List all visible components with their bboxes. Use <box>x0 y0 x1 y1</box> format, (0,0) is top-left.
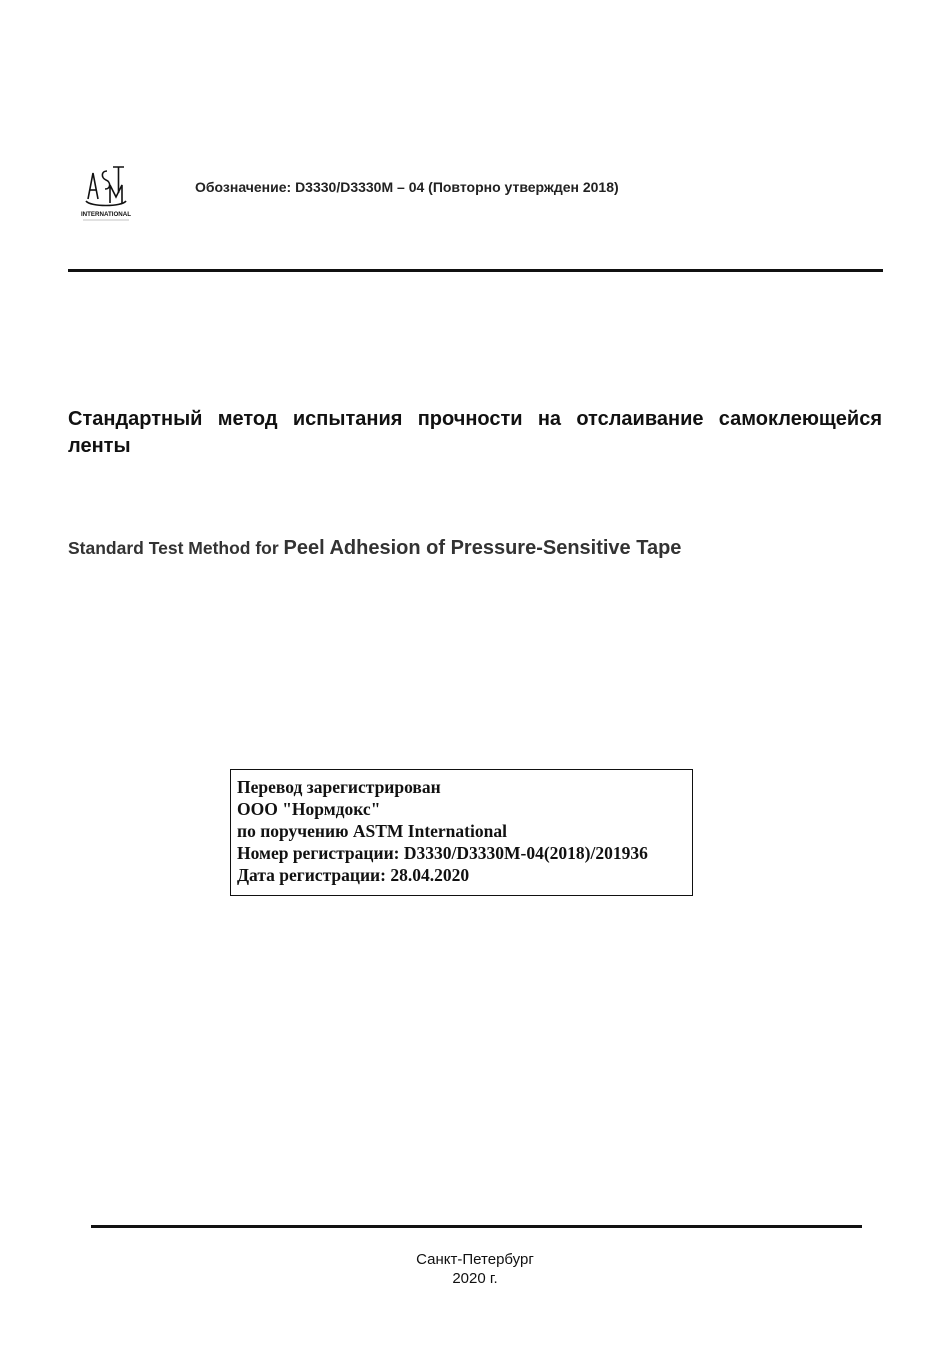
title-english-part1: Standard Test Method for <box>68 538 284 558</box>
astm-international-logo-icon <box>80 163 132 223</box>
astm-logo <box>80 163 132 223</box>
publication-year: 2020 г. <box>452 1270 498 1287</box>
registration-line-1: Перевод зарегистрирован <box>237 777 441 797</box>
registration-box <box>230 769 693 896</box>
registration-date: Дата регистрации: 28.04.2020 <box>237 865 470 885</box>
publication-city: Санкт-Петербург <box>416 1251 534 1268</box>
title-russian: Стандартный метод испытания прочности на отслаивание самоклеющейся ленты <box>68 408 882 457</box>
registration-line-2: ООО "Нормдокс" <box>237 799 381 819</box>
footer-divider <box>91 1225 862 1228</box>
logo-text: INTERNATIONAL <box>80 211 132 218</box>
title-english-part2: Peel Adhesion of Pressure-Sensitive Tape <box>283 537 682 559</box>
header-divider <box>68 269 883 272</box>
title-english <box>68 537 681 560</box>
registration-line-3: по поручению ASTM International <box>237 821 507 841</box>
registration-number: Номер регистрации: D3330/D3330M-04(2018)/201936 <box>237 843 648 863</box>
publication-place <box>0 1250 950 1288</box>
document-designation: Обозначение: D3330/D3330M – 04 (Повторно утвержден 2018) <box>195 179 619 195</box>
